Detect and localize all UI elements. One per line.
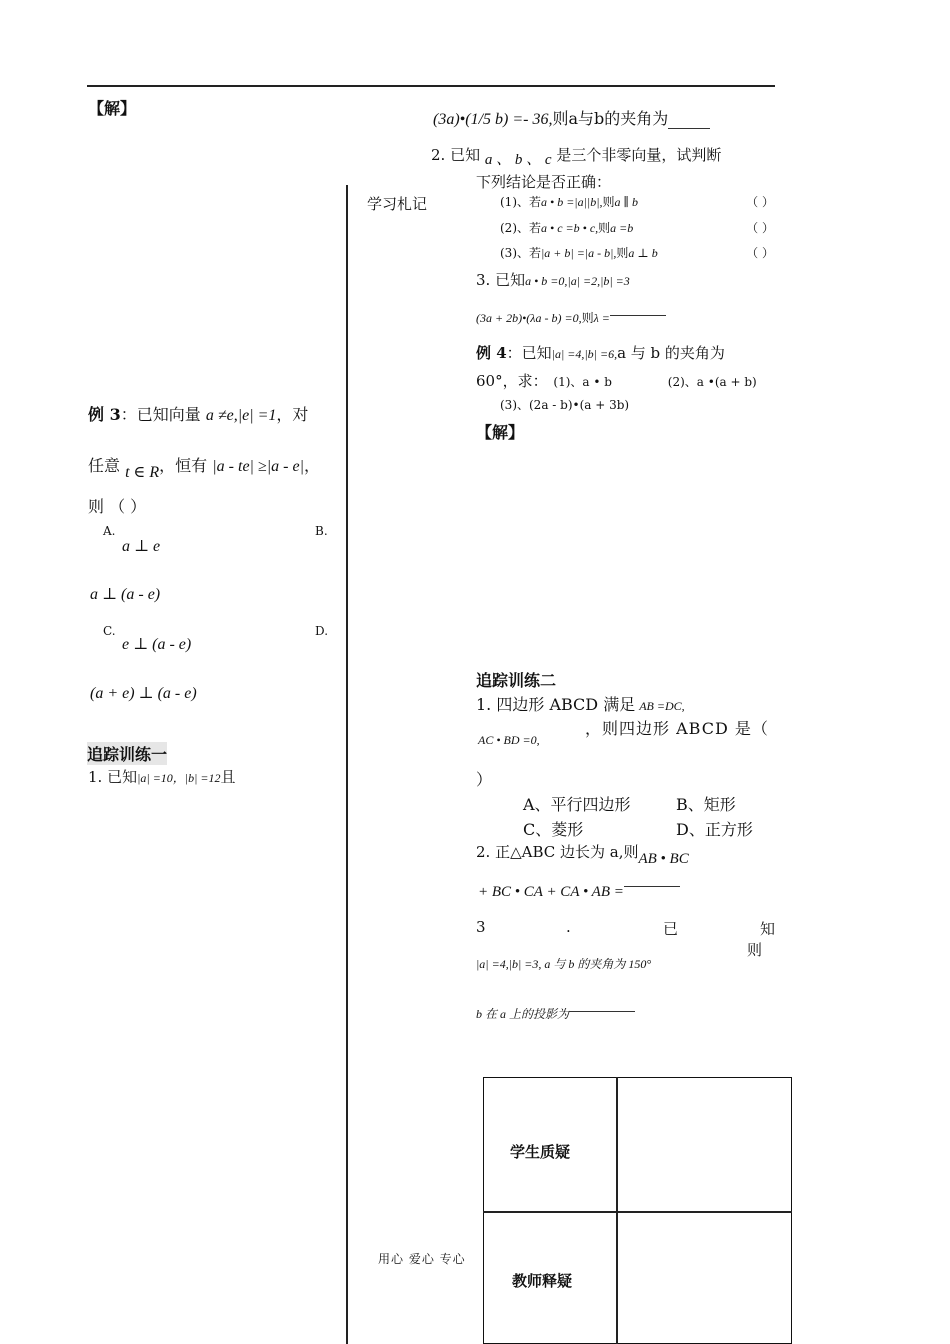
t2-q1-formula2: AC • BD =0, <box>478 733 540 747</box>
t2-option-b: B、矩形 <box>676 795 736 814</box>
example3-condition: a ≠e,|e| =1 <box>205 407 277 424</box>
t2-q3-ze: 则 <box>747 941 763 959</box>
t2-q2-line2 <box>478 882 680 901</box>
q2-item-1: (1)、若a • b =|a||b|,则a ∥ b （ ） <box>500 195 774 209</box>
example4-condition: |a| =4,|b| =6, <box>551 347 618 361</box>
t2-option-a: A、平行四边形 <box>523 795 631 814</box>
q2-line1: 2. 已知 a 、 b 、 c 是三个非零向量，试判断 <box>431 146 722 168</box>
q3-condition: a • b =0,|a| =2,|b| =3 <box>525 274 630 288</box>
option-a-formula: a ⊥ e <box>122 538 161 555</box>
right-solution-header: 【解】 <box>476 423 525 442</box>
option-c-formula: e ⊥ (a - e) <box>122 636 192 653</box>
column-divider <box>346 185 348 1344</box>
q2-item-2-answer[interactable]: （ ） <box>746 221 774 235</box>
q2-item-2: (2)、若a • c =b • c,则a =b （ ） <box>500 221 774 235</box>
answer-blank-lambda[interactable] <box>610 305 666 316</box>
example3-t-in-R: t ∈ R <box>125 464 160 481</box>
q3-line2: (3a + 2b)•(λa - b) =0,则λ = <box>476 309 666 326</box>
q3-line1: 3. 已知a • b =0,|a| =2,|b| =3 <box>476 271 630 289</box>
t2-q3-yi: 已 <box>663 920 679 938</box>
right-line1-formula: (3a)•(1/5 b) =- 36, <box>433 111 553 128</box>
t2-q1-line1: 1. 四边形 ABCD 满足 AB =DC, <box>476 695 685 714</box>
top-rule <box>87 85 775 87</box>
option-c-label: C. <box>103 624 116 638</box>
example4-label: 例 4 <box>476 344 507 362</box>
option-a-label: A. <box>103 524 116 538</box>
tracking-1-question-1: 1. 已知|a| =10，|b| =12且 <box>88 768 236 786</box>
t2-q3-zhi: 知 <box>760 920 776 938</box>
footer-motto: 用心 爱心 专心 <box>378 1252 466 1266</box>
tracking-exercise-2-title: 追踪训练二 <box>476 671 557 690</box>
answer-blank-angle[interactable] <box>668 114 710 129</box>
q2-vectors: a 、 b 、 c <box>484 152 552 168</box>
study-notes-label: 学习札记 <box>367 195 428 213</box>
t2-q1-line2-text: ，则四边形 ABCD 是（ <box>585 719 769 738</box>
example3-line1: 例 3：已知向量 a ≠e,|e| =1，对 <box>88 405 309 424</box>
example3-line2: 任意 t ∈ R，恒有 |a - te| ≥|a - e|， <box>88 456 320 481</box>
left-solution-header: 【解】 <box>88 99 137 118</box>
tracking-1-q1-formula: |a| =10，|b| =12 <box>137 771 221 785</box>
t2-q1-close: ） <box>476 770 493 789</box>
t2-q1-formula1: AB =DC, <box>639 699 685 713</box>
example3-label: 例 3 <box>88 405 121 424</box>
example3-inequality: |a - te| ≥|a - e| <box>212 458 304 475</box>
answer-blank-projection[interactable] <box>569 1001 635 1012</box>
option-d-label: D. <box>315 624 329 638</box>
option-b-label: B. <box>315 524 328 538</box>
t2-q3-line3: b 在 a 上的投影为 <box>476 1005 635 1022</box>
student-questions-cell[interactable] <box>618 1079 790 1210</box>
tracking-exercise-1-title: 追踪训练一 <box>87 742 167 765</box>
teacher-answers-cell[interactable] <box>618 1213 790 1342</box>
example4-line1: 例 4：已知|a| =4,|b| =6,a 与 b 的夹角为 <box>476 344 725 362</box>
example4-item2: (2)、a •(a + b) <box>667 375 757 389</box>
t2-option-d: D、正方形 <box>676 820 753 839</box>
t2-q3-formula: |a| =4,|b| =3, a 与 b 的夹角为 150° <box>476 957 652 971</box>
example4-item3: (3)、(2a - b)•(a + 3b) <box>500 398 630 412</box>
q3-equation: (3a + 2b)•(λa - b) =0, <box>476 311 582 325</box>
t2-q2-line1: 2. 正△ABC 边长为 a,则AB • BC <box>476 843 689 867</box>
teacher-answers-label: 教师释疑 <box>512 1272 573 1290</box>
option-d-formula: (a + e) ⊥ (a - e) <box>90 685 197 702</box>
t2-q3-dot: . <box>566 918 571 936</box>
example4-item1: (1)、a • b <box>553 375 612 389</box>
t2-q3-number: 3 <box>476 918 486 936</box>
t2-q2-formula2: + BC • CA + CA • AB = <box>478 884 624 900</box>
t2-q2-formula1: AB • BC <box>638 851 689 867</box>
t2-option-c: C、菱形 <box>523 820 584 839</box>
example3-line3: 则 （ ） <box>88 497 147 516</box>
student-questions-label: 学生质疑 <box>510 1143 571 1161</box>
right-line1: (3a)•(1/5 b) =- 36,则a与b的夹角为 <box>433 106 710 129</box>
q2-item-3-answer[interactable]: （ ） <box>746 246 774 260</box>
option-b-formula: a ⊥ (a - e) <box>90 586 161 603</box>
q2-item-3: (3)、若|a + b| =|a - b|,则a ⊥ b （ ） <box>500 246 774 260</box>
example4-line2: 60°，求： (1)、a • b (2)、a •(a + b) <box>476 372 757 390</box>
answer-blank-dot-sum[interactable] <box>624 876 680 887</box>
q2-line2: 下列结论是否正确： <box>476 173 612 191</box>
q2-item-1-answer[interactable]: （ ） <box>746 195 774 209</box>
